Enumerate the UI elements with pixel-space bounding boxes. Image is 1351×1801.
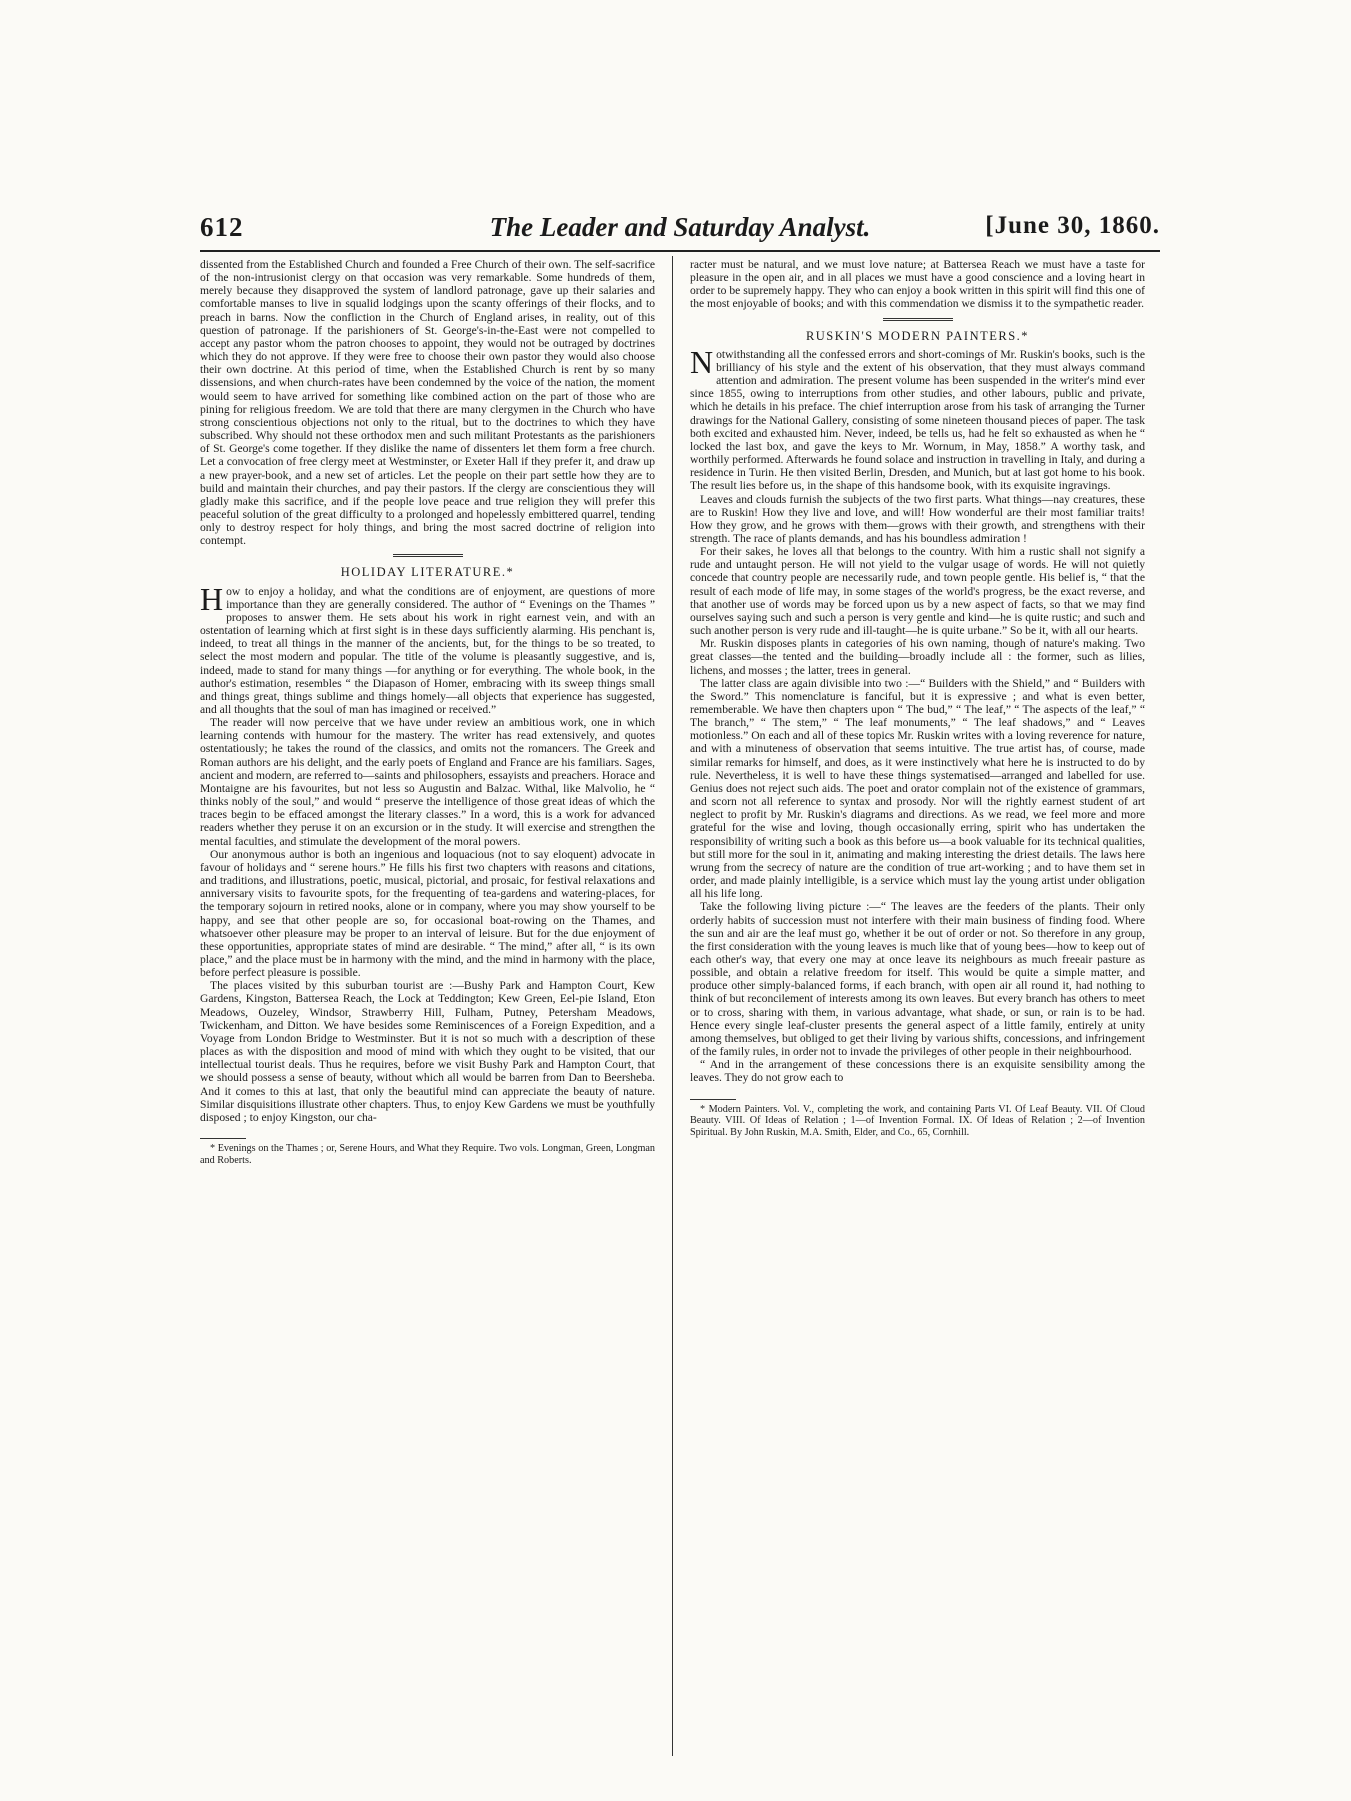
article-paragraph: Mr. Ruskin disposes plants in categories of his own naming, though of nature's making. Two great classes—the tented and the building—broadly include all : the former, such as lilies, lichens, and mosses ; the latter, trees in general. [690, 637, 1145, 677]
article-paragraph: The latter class are again divisible into two :—“ Builders with the Shield,” and “ Builders with the Sword.” This nomenclature is fanciful, but it is expressive ; and what is even better, rememberable. We have then chapters upon “ The bud,” “ The leaf,” “ The aspects of the leaf,” “ The branch,” “ The stem,” “ The leaf monuments,” “ The leaf shadows,” and “ Leaves motionless.” On each and all of these topics Mr. Ruskin writes with a loving reverence for nature, and with a minuteness of observation that seems intuitive. The true artist has, of course, made similar remarks for himself, and does, as it were instinctively what here he is instructed to do by rule. Nevertheless, it is well to have these things systematised—arranged and labelled for use. Genius does not reject such aids. The poet and orator complain not of the existence of grammars, and scorn not all reference to syntax and prosody. Nor will the rightly earnest student of art neglect to profit by Mr. Ruskin's diagrams and directions. As we read, we feel more and more grateful for the wise and loving, though occasionally erring, spirit who has undertaken the responsibility of writing such a book as this before us—a book valuable for its technical qualities, but still more for the soul in it, animating and making interesting the driest details. The laws here wrung from the secrecy of nature are the condition of true art-working ; and to have them set in order, and made plainly intelligible, is a service which must lay the young artist under obligation all his life long. [690, 676, 1145, 901]
publication-title: The Leader and Saturday Analyst. [489, 212, 871, 242]
continued-article-paragraph: dissented from the Established Church and founded a Free Church of their own. The self-sacrifice of the non-intrusionist clergy on that occasion was very remarkable. Some hundreds of them, merely because they disapproved the system of landlord patronage, gave up their salaries and comfortable manses to live in squalid lodgings upon the scanty offerings of their flocks, and to preach in barns. Now the confliction in the Church of England arises, in reality, out of this question of patronage. If the parishioners of St. George's-in-the-East were not compelled to accept any pastor whom the patron chooses to appoint, they would not be outraged by doctrines which they do not approve. If they were free to choose their own pastor they would also choose their own doctrine. At this period of time, when the Established Church is rent by so many dissensions, and when church-rates have been condemned by the voice of the nation, the moment would seem to have arrived for something like combined action on the part of those who are pining for religious freedom. We are told that there are many clergymen in the Church who have strong conscientious objections not only to the ritual, but to the doctrines to which they have subscribed. Why should not these orthodox men and such militant Protestants as the parishioners of St. George's come together. If they dislike the name of dissenters let them form a free church. Let a convocation of free clergy meet at Westminster, or Exeter Hall if they prefer it, and draw up a new prayer-book, and a new set of articles. Let the people on their part settle how they are to build and maintain their churches, and pay their pastors. If the clergy are conscientious they will gladly make this sacrifice, and if the people love peace and true religion they will prefer this peaceful solution of the great difficulty to a prolonged and hopelessly embittered quarrel, tending only to destroy respect for holy things, and bring the most sacred doctrine of religion into contempt. [200, 258, 655, 548]
footnote-modern-painters: * Modern Painters. Vol. V., completing the work, and containing Parts VI. Of Leaf Beauty. VII. Of Cloud Beauty. VIII. Of Ideas of Relation ; 1—of Invention Formal. IX. Of Ideas of Relation ; 2—of Invention Spiritual. By John Ruskin, M.A. Smith, Elder, and Co., 65, Cornhill. [690, 1103, 1145, 1138]
footnote-holiday-literature: * Evenings on the Thames ; or, Serene Hours, and What they Require. Two vols. Longman, Green, Longman and Roberts. [200, 1143, 655, 1166]
column-divider [672, 256, 673, 1756]
right-column [690, 258, 1145, 1138]
left-column [200, 258, 655, 1166]
page-number: 612 [200, 212, 244, 242]
footnote-rule [690, 1099, 736, 1100]
article-paragraph: For their sakes, he loves all that belongs to the country. With him a rustic shall not signify a rude and untaught person. He will not yield to the vulgar usage of words. He will not quietly concede that country people are necessarily rude, and town people gentle. His belief is, “ that the result of each mode of life may, in some stages of the world's progress, be the exact reverse, and that another use of words may be forced upon us by a new aspect of facts, so that we may find ourselves saying such and such a person is very gentle and kind—he is quite rustic; and such and such another person is very rude and ill-taught—he is quite urbane.” So be it, with all our hearts. [690, 545, 1145, 638]
section-title-holiday-literature: HOLIDAY LITERATURE.* [340, 565, 515, 580]
issue-date: [June 30, 1860. [985, 212, 1160, 239]
article-paragraph: How to enjoy a holiday, and what the conditions are of enjoyment, are questions of more importance than they are generally considered. The author of “ Evenings on the Thames ” proposes to answer them. He sets about his work in right earnest vein, and with an ostentation of learning which at first sight is in these days sufficiently alarming. His penchant is, indeed, to treat all things in the manner of the ancients, but, for the things to be so treated, to select the most modern and popular. The title of the volume is pleasantly suggestive, and is, indeed, made to stand for many things —for anything or for everything. The whole book, in the author's estimation, resembles “ the Diapason of Homer, embracing with its sweep things small and things great, things sublime and things homely—all objects that experience has suggested, and all thoughts that the soul of man has imagined or received.” [200, 580, 655, 716]
section-separator [883, 318, 953, 323]
continued-article-paragraph: racter must be natural, and we must love nature; at Battersea Reach we must have a taste for pleasure in the open air, and in all places we must have a good conscience and a loving heart in order to be supremely happy. They who can enjoy a book written in this spirit will find this one of the most enjoyable of books; and with this commendation we dismiss it to the sympathetic reader. [690, 258, 1145, 311]
article-paragraph: The places visited by this suburban tourist are :—Bushy Park and Hampton Court, Kew Gardens, Kingston, Battersea Reach, the Lock at Teddington; Kew Green, Eel-pie Island, Eton Meadows, Ouzeley, Windsor, Strawberry Hill, Fulham, Putney, Petersham Meadows, Twickenham, and Ditton. We have besides some Reminiscences of a Foreign Expedition, and a Voyage from London Bridge to Westminster. But it is not so much with a description of these places as with the disposition and mood of mind with which they ought to be visited, that our intellectual tourist deals. Thus he requires, before we visit Bushy Park and Hampton Court, that we should possess a sense of beauty, without which all would be barren from Dan to Beersheba. And it comes to this at last, that only the beautiful mind can appreciate the beauty of nature. Similar disquisitions illustrate other chapters. Thus, to enjoy Kew Gardens we must be youthfully disposed ; to enjoy Kingston, our cha- [200, 979, 655, 1124]
article-paragraph: “ And in the arrangement of these concessions there is an exquisite sensibility among the leaves. They do not grow each to [690, 1058, 1145, 1085]
article-paragraph: Our anonymous author is both an ingenious and loquacious (not to say eloquent) advocate in favour of holidays and “ serene hours.” He fills his first two chapters with reasons and citations, and traditions, and illustrations, poetic, musical, pictorial, and prosaic, for festival relaxations and anniversary visits to favourite spots, for the frequenting of tea-gardens and watering-places, for the temporary sojourn in retired nooks, alone or in company, where you may show yourself to be happy, and see that other people are so, for occasional boat-rowing on the Thames, and whatsoever other pleasure may be proper to an interval of leisure. But for the due enjoyment of these opportunities, appropriate states of mind are desirable. “ The mind,” after all, “ is its own place,” and the place must be in harmony with the mind, and the mind in harmony with the place, before perfect pleasure is possible. [200, 847, 655, 980]
header-rule [200, 250, 1160, 252]
footnote-rule [200, 1138, 246, 1139]
section-separator [393, 554, 463, 559]
article-paragraph: Notwithstanding all the confessed errors and short-comings of Mr. Ruskin's books, such is the brilliancy of his style and the extent of his observation, that they must always command attention and admiration. The present volume has been suspended in the writer's mind ever since 1855, owing to interruptions from other studies, and other labours, public and private, which he details in his preface. The chief interruption arose from his task of arranging the Turner drawings for the National Gallery, consisting of some nineteen thousand pieces of paper. The task both excited and exhausted him. Never, indeed, be tells us, had he felt so exhausted as when he “ locked the last box, and gave the keys to Mr. Wornum, in May, 1858.” A worthy task, and worthily performed. Afterwards he found solace and instruction in travelling in Italy, and during a residence in Turin. He then visited Berlin, Dresden, and Munich, but at last got home to his book. The result lies before us, in the shape of this handsome book, with its exquisite ingravings. [690, 343, 1145, 493]
article-paragraph: Take the following living picture :—“ The leaves are the feeders of the plants. Their only orderly habits of succession must not interfere with their main business of finding food. Where the sun and air are the leaf must go, whether it be out of order or not. So therefore in any group, the first consideration with the young leaves is much like that of young bees—how to keep out of each other's way, that every one may at once leave its neighbours as much freeair pasture as possible, and obtain a relative freedom for itself. This would be quite a simple matter, and produce other simply-balanced forms, if each branch, with open air all round it, had nothing to think of but reconcilement of interests among its own leaves. But every branch has others to meet or to cross, sharing with them, in various advantage, what shade, or sun, or rain is to be had. Hence every single leaf-cluster presents the general aspect of a little family, entirely at unity among themselves, but obliged to get their living by various shifts, concessions, and infringement of the family rules, in order not to invade the privileges of other people in their neighbourhood. [690, 900, 1145, 1059]
section-title-ruskins-modern-painters: RUSKIN'S MODERN PAINTERS.* [805, 328, 1030, 343]
page-header [200, 212, 1160, 248]
article-paragraph: Leaves and clouds furnish the subjects of the two first parts. What things—nay creatures, these are to Ruskin! How they live and love, and will! How wonderful are their most familiar traits! How they grow, and he grows with them—grows with their growth, and strengthens with their strength. The race of plants demands, and has his boundless admiration ! [690, 492, 1145, 545]
article-paragraph: The reader will now perceive that we have under review an ambitious work, one in which learning contends with humour for the mastery. The writer has read extensively, and quotes ostentatiously; he takes the round of the classics, and omits not the romancers. The Greek and Roman authors are his delight, and the early poets of England and France are his familiars. Sages, ancient and modern, are referred to—saints and philosophers, essayists and preachers. Horace and Montaigne are his favourites, but not less so Augustin and Balzac. Withal, like Malvolio, he “ thinks nobly of the soul,” and would “ preserve the intelligence of those great ideas of which the traces begin to be effaced amongst the literary classes.” In a word, this is a work for advanced readers whether they peruse it on an excursion or in the study. It will exercise and strengthen the mental faculties, and stimulate the development of the moral powers. [200, 716, 655, 848]
